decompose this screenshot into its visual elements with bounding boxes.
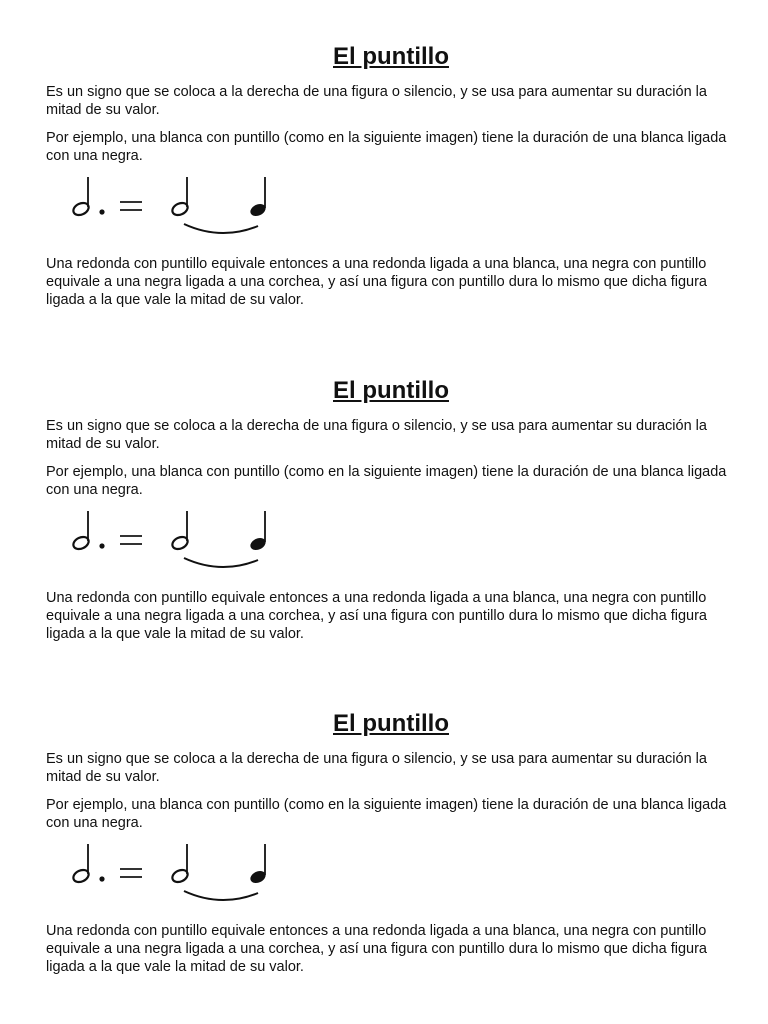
- paragraph-example: Por ejemplo, una blanca con puntillo (como en la siguiente imagen) tiene la duración de una blanca ligada con una negra.: [46, 797, 727, 831]
- dotted-note-figure: [46, 836, 736, 922]
- paragraph-definition: Es un signo que se coloca a la derecha de una figura o silencio, y se usa para aumentar su duración la mitad de su valor.: [46, 84, 707, 118]
- paragraph-explanation: Una redonda con puntillo equivale entonces a una redonda ligada a una blanca, una negra con puntillo equivale a una negra ligada a una corchea, y así una figura con puntillo dura lo mismo que dicha figura ligada a la que vale la mitad de su valor.: [46, 590, 707, 642]
- section-1: [46, 43, 736, 309]
- section-title: El puntillo: [333, 710, 449, 737]
- section-2: [46, 377, 736, 643]
- dotted-half-note-equation-icon: [66, 169, 286, 249]
- paragraph-example: Por ejemplo, una blanca con puntillo (como en la siguiente imagen) tiene la duración de una blanca ligada con una negra.: [46, 130, 727, 164]
- section-3: [46, 710, 736, 976]
- paragraph-definition: Es un signo que se coloca a la derecha de una figura o silencio, y se usa para aumentar su duración la mitad de su valor.: [46, 751, 707, 785]
- dotted-half-note-equation-icon: [66, 836, 286, 916]
- paragraph-explanation: Una redonda con puntillo equivale entonces a una redonda ligada a una blanca, una negra con puntillo equivale a una negra ligada a una corchea, y así una figura con puntillo dura lo mismo que dicha figura ligada a la que vale la mitad de su valor.: [46, 256, 707, 308]
- paragraph-example: Por ejemplo, una blanca con puntillo (como en la siguiente imagen) tiene la duración de una blanca ligada con una negra.: [46, 464, 727, 498]
- dotted-note-figure: [46, 169, 736, 255]
- section-title: El puntillo: [333, 377, 449, 404]
- dotted-note-figure: [46, 503, 736, 589]
- paragraph-explanation: Una redonda con puntillo equivale entonces a una redonda ligada a una blanca, una negra con puntillo equivale a una negra ligada a una corchea, y así una figura con puntillo dura lo mismo que dicha figura ligada a la que vale la mitad de su valor.: [46, 923, 707, 975]
- dotted-half-note-equation-icon: [66, 503, 286, 583]
- paragraph-definition: Es un signo que se coloca a la derecha de una figura o silencio, y se usa para aumentar su duración la mitad de su valor.: [46, 418, 707, 452]
- section-title: El puntillo: [333, 43, 449, 70]
